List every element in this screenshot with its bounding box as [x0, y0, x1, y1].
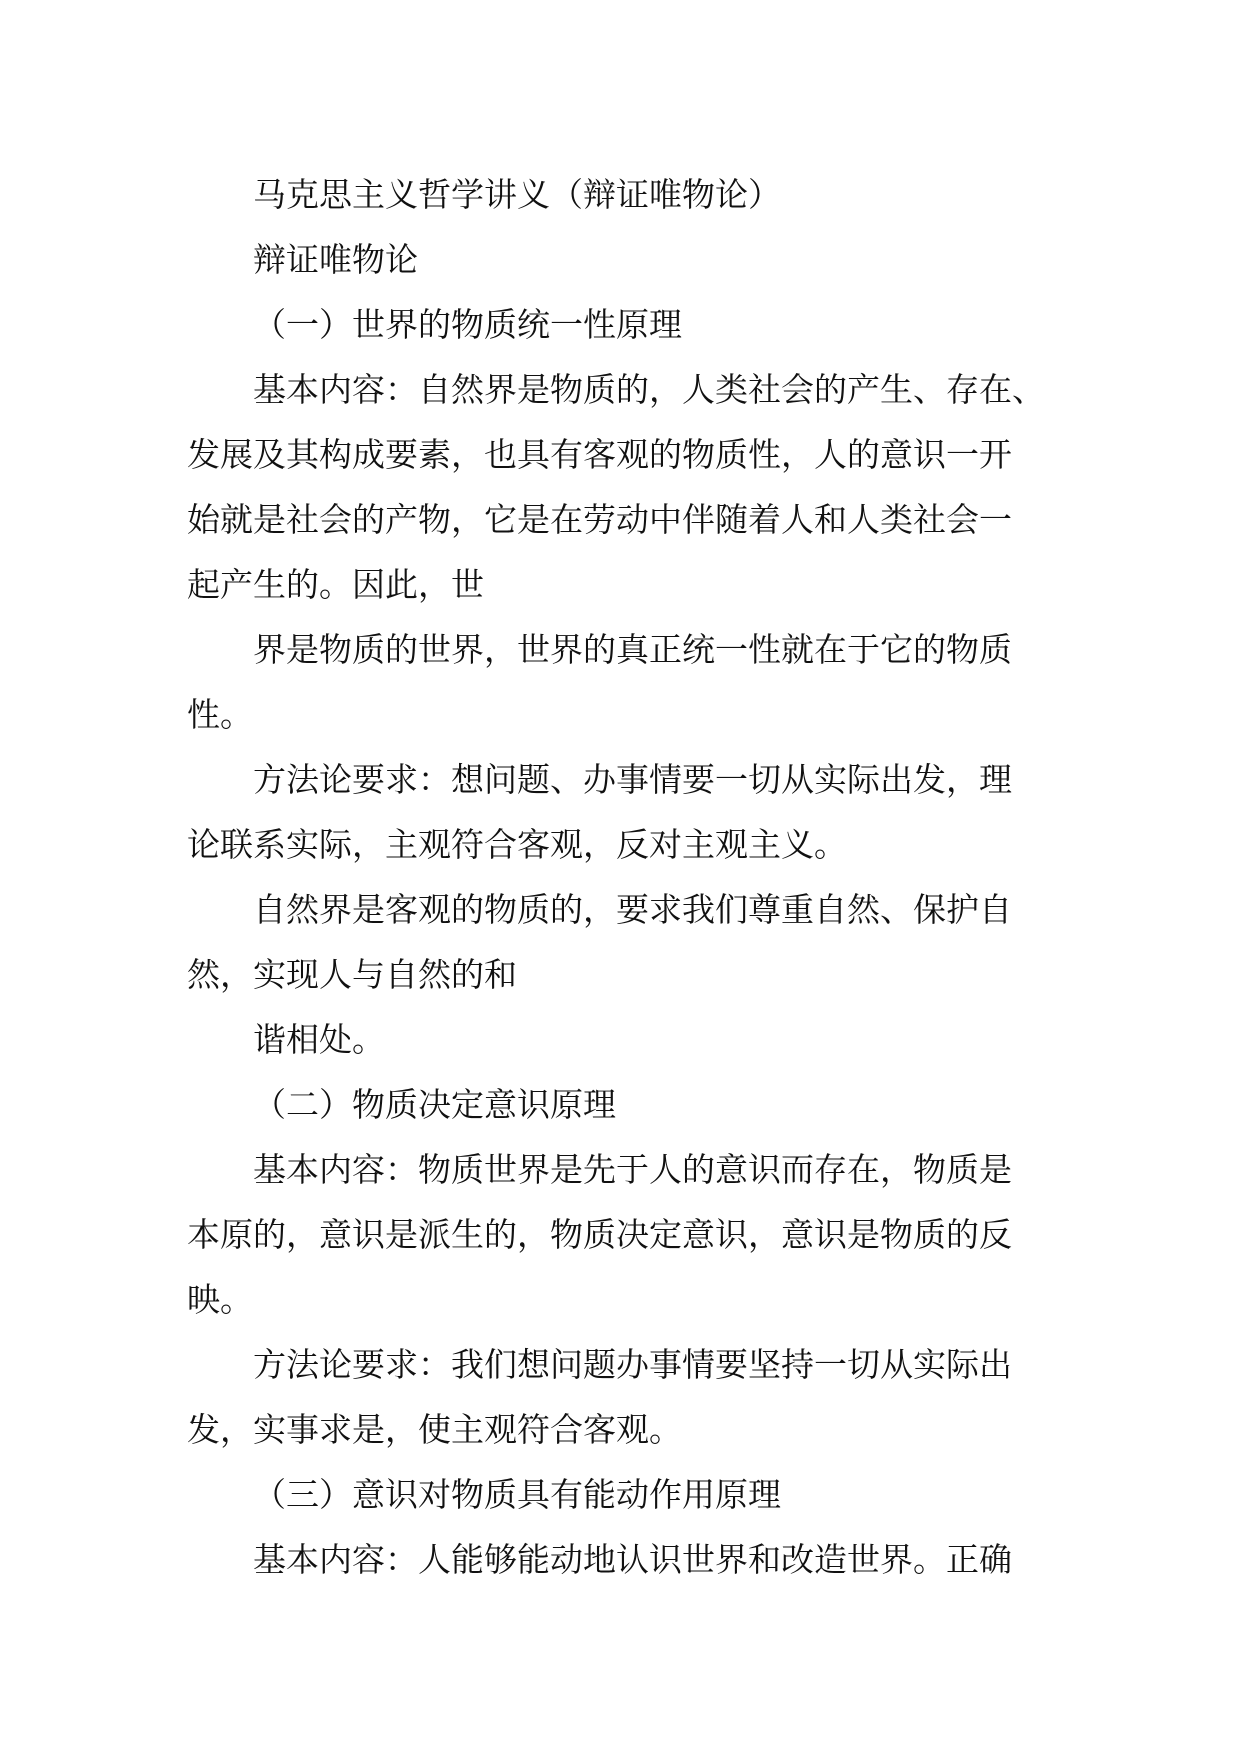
- paragraph-line: 性。: [187, 695, 253, 734]
- paragraph-line: 自然界是客观的物质的，要求我们尊重自然、保护自: [253, 890, 1012, 929]
- paragraph-line: 界是物质的世界，世界的真正统一性就在于它的物质: [253, 630, 1012, 669]
- paragraph-line: 基本内容：自然界是物质的，人类社会的产生、存在、: [253, 370, 1045, 409]
- subsection-heading: （三）意识对物质具有能动作用原理: [253, 1475, 781, 1514]
- subsection-heading: （二）物质决定意识原理: [253, 1085, 616, 1124]
- paragraph-line: 映。: [187, 1280, 253, 1319]
- paragraph-line: 本原的，意识是派生的，物质决定意识，意识是物质的反: [187, 1215, 1012, 1254]
- paragraph-line: 论联系实际，主观符合客观，反对主观主义。: [187, 825, 847, 864]
- paragraph-line: 基本内容：物质世界是先于人的意识而存在，物质是: [253, 1150, 1012, 1189]
- paragraph-line: 发，实事求是，使主观符合客观。: [187, 1410, 682, 1449]
- paragraph-line: 起产生的。因此，世: [187, 565, 484, 604]
- document-title: 马克思主义哲学讲义（辩证唯物论）: [253, 175, 781, 214]
- section-heading: 辩证唯物论: [253, 240, 418, 279]
- paragraph-line: 发展及其构成要素，也具有客观的物质性，人的意识一开: [187, 435, 1012, 474]
- paragraph-line: 方法论要求：我们想问题办事情要坚持一切从实际出: [253, 1345, 1012, 1384]
- paragraph-line: 始就是社会的产物，它是在劳动中伴随着人和人类社会一: [187, 500, 1012, 539]
- subsection-heading: （一）世界的物质统一性原理: [253, 305, 682, 344]
- paragraph-line: 然，实现人与自然的和: [187, 955, 517, 994]
- paragraph-line: 基本内容：人能够能动地认识世界和改造世界。正确: [253, 1540, 1012, 1579]
- paragraph-line: 谐相处。: [253, 1020, 385, 1059]
- paragraph-line: 方法论要求：想问题、办事情要一切从实际出发，理: [253, 760, 1012, 799]
